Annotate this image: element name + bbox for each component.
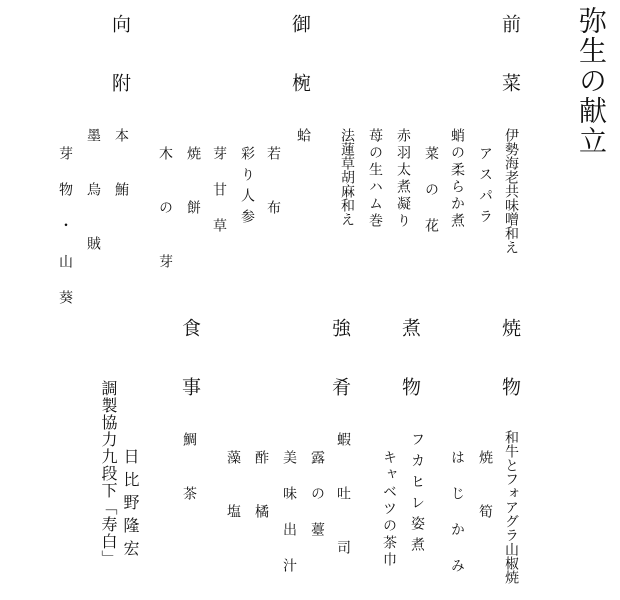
menu-item: 菜の花 xyxy=(423,146,439,254)
menu-item: 鯛茶 xyxy=(181,432,197,540)
menu-item: キャベツの茶巾 xyxy=(381,450,397,569)
course-heading-mukozuke: 向附 xyxy=(109,14,131,132)
menu-item: 焼餅 xyxy=(185,146,201,254)
menu-title: 弥生の献立 xyxy=(575,6,608,156)
menu-item: 美味出汁 xyxy=(281,450,297,594)
menu-item: 本鮪 xyxy=(113,128,129,236)
credit-name: 日比野隆宏 xyxy=(121,448,140,563)
menu-item: 和牛とフォアグラ山椒焼 xyxy=(503,430,519,584)
course-heading-yakimono: 焼物 xyxy=(499,318,521,436)
menu-item: 酢橘 xyxy=(253,450,269,558)
menu-item: 芽甘草 xyxy=(211,146,227,254)
menu-item: フカヒレ姿煮 xyxy=(409,432,425,558)
menu-item: 若布 xyxy=(265,146,281,254)
menu-item: 苺の生ハム巻 xyxy=(367,128,383,230)
course-heading-shokuji: 食事 xyxy=(179,318,201,436)
menu-item: 木の芽 xyxy=(157,146,173,308)
menu-item: 蛤 xyxy=(295,128,311,182)
menu-item: 墨烏賊 xyxy=(85,128,101,290)
menu-item: 蝦吐司 xyxy=(335,432,351,594)
course-heading-owan: 御椀 xyxy=(289,14,311,132)
menu-item: 芽物・山葵 xyxy=(57,146,73,326)
course-heading-zensai: 前菜 xyxy=(499,14,521,132)
menu-item: はじかみ xyxy=(449,450,465,594)
menu-item: 藻塩 xyxy=(225,450,241,558)
menu-item: 蛸の柔らか煮 xyxy=(449,128,465,230)
course-heading-nimono: 煮物 xyxy=(399,318,421,436)
menu-item: 露の薹 xyxy=(309,450,325,558)
menu-item: 法蓮草胡麻和え xyxy=(339,128,355,226)
credit-shop: 九段下「寿白」 xyxy=(99,448,118,567)
menu-item: 伊勢海老共味噌和え xyxy=(503,128,519,254)
menu-item: 赤羽太煮凝り xyxy=(395,128,411,230)
credit-role: 調製協力 xyxy=(99,380,118,448)
course-heading-shiizakana: 強肴 xyxy=(329,318,351,436)
menu-item: 焼筍 xyxy=(477,450,493,558)
menu-item: アスパラ xyxy=(477,146,493,230)
menu-item: 彩り人参 xyxy=(239,146,255,230)
